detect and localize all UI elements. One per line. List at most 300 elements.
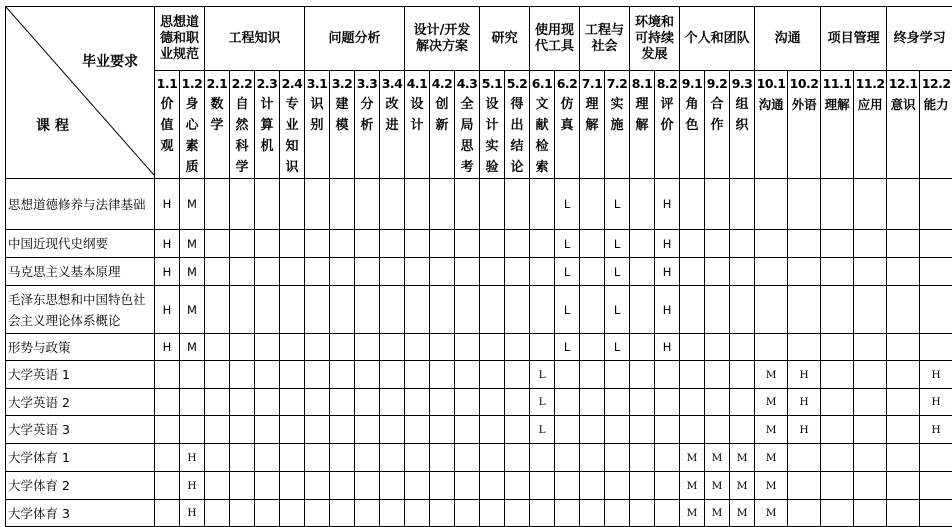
sub-requirement-number: 1.1 <box>155 73 179 94</box>
mark-cell: H <box>155 179 180 230</box>
mark-cell <box>405 334 430 361</box>
sub-requirement-label: 沟通 <box>755 94 787 115</box>
group-header-row <box>6 7 952 71</box>
mark-cell <box>705 334 730 361</box>
sub-requirement-header <box>887 71 920 179</box>
mark-cell: H <box>155 258 180 286</box>
mark-cell: H <box>655 230 680 258</box>
sub-requirement-header <box>655 71 680 179</box>
table-row <box>6 361 952 389</box>
mark-cell: H <box>155 334 180 361</box>
sub-requirement-number: 12.2 <box>920 73 952 94</box>
mark-cell <box>605 444 630 472</box>
mark-cell <box>330 361 355 389</box>
sub-requirement-header <box>920 71 952 179</box>
mark-cell <box>230 230 255 258</box>
sub-requirement-header <box>530 71 555 179</box>
sub-requirement-header <box>430 71 455 179</box>
group-header <box>205 7 305 71</box>
mark-cell: M <box>730 500 755 527</box>
sub-requirement-label: 分析 <box>360 94 375 136</box>
sub-requirement-label: 数学 <box>210 94 225 136</box>
sub-requirement-number: 4.1 <box>405 73 429 94</box>
group-header <box>405 7 480 71</box>
sub-requirement-header <box>680 71 705 179</box>
mark-cell <box>380 416 405 444</box>
mark-cell <box>480 334 505 361</box>
sub-requirement-label: 设计实验 <box>485 94 500 178</box>
corner-top-label: 毕业要求 <box>82 51 138 71</box>
mark-cell <box>788 444 821 472</box>
mark-cell: M <box>180 230 205 258</box>
sub-requirement-header <box>205 71 230 179</box>
mark-cell <box>355 444 380 472</box>
sub-requirement-header <box>555 71 580 179</box>
mark-cell: M <box>680 444 705 472</box>
mark-cell: M <box>755 361 788 389</box>
mark-cell <box>705 389 730 416</box>
sub-requirement-label: 应用 <box>854 94 886 115</box>
mark-cell <box>505 179 530 230</box>
mark-cell <box>255 361 280 389</box>
mark-cell <box>480 416 505 444</box>
sub-requirement-label: 文献检索 <box>535 94 550 178</box>
mark-cell: L <box>605 334 630 361</box>
mark-cell: L <box>555 179 580 230</box>
mark-cell <box>155 389 180 416</box>
mark-cell <box>920 472 952 500</box>
mark-cell <box>821 361 854 389</box>
mark-cell <box>705 258 730 286</box>
group-header <box>580 7 630 71</box>
mark-cell: H <box>655 334 680 361</box>
mark-cell <box>788 286 821 334</box>
mark-cell <box>630 334 655 361</box>
mark-cell <box>630 258 655 286</box>
mark-cell <box>730 361 755 389</box>
group-label: 研究 <box>492 31 518 47</box>
mark-cell <box>505 444 530 472</box>
corner-header <box>6 7 155 179</box>
mark-cell <box>205 472 230 500</box>
mark-cell: L <box>605 258 630 286</box>
mark-cell <box>821 258 854 286</box>
group-label: 终身学习 <box>894 31 946 47</box>
mark-cell <box>505 389 530 416</box>
sub-requirement-header <box>730 71 755 179</box>
group-header <box>821 7 887 71</box>
mark-cell <box>405 286 430 334</box>
mark-cell <box>821 444 854 472</box>
mark-cell: H <box>655 286 680 334</box>
mark-cell: M <box>755 444 788 472</box>
course-name: 大学英语 3 <box>6 416 155 444</box>
mark-cell <box>280 361 305 389</box>
mark-cell <box>455 444 480 472</box>
mark-cell <box>455 179 480 230</box>
group-header <box>530 7 580 71</box>
mark-cell <box>680 258 705 286</box>
sub-requirement-number: 8.2 <box>655 73 679 94</box>
mark-cell <box>305 258 330 286</box>
mark-cell <box>180 389 205 416</box>
mark-cell: H <box>655 179 680 230</box>
sub-requirement-header <box>155 71 180 179</box>
sub-requirement-header <box>405 71 430 179</box>
group-label: 工程与社会 <box>582 23 628 55</box>
mark-cell <box>305 416 330 444</box>
mark-cell <box>854 472 887 500</box>
mark-cell <box>580 389 605 416</box>
mark-cell <box>755 179 788 230</box>
sub-requirement-label: 改进 <box>385 94 400 136</box>
mark-cell <box>630 472 655 500</box>
mark-cell <box>455 230 480 258</box>
mark-cell <box>430 286 455 334</box>
mark-cell <box>305 334 330 361</box>
mark-cell <box>305 389 330 416</box>
mark-cell <box>480 472 505 500</box>
mark-cell <box>205 286 230 334</box>
mark-cell <box>455 472 480 500</box>
mark-cell <box>155 416 180 444</box>
mark-cell <box>887 334 920 361</box>
mark-cell <box>605 361 630 389</box>
mark-cell <box>530 230 555 258</box>
mark-cell <box>530 179 555 230</box>
mark-cell <box>380 179 405 230</box>
mark-cell <box>788 230 821 258</box>
course-name: 大学体育 1 <box>6 444 155 472</box>
mark-cell <box>920 500 952 527</box>
mark-cell <box>330 179 355 230</box>
sub-requirement-header <box>854 71 887 179</box>
mark-cell <box>230 179 255 230</box>
mark-cell: M <box>755 416 788 444</box>
sub-requirement-number: 2.3 <box>255 73 279 94</box>
mark-cell <box>580 179 605 230</box>
mark-cell <box>205 500 230 527</box>
mark-cell: M <box>180 286 205 334</box>
mark-cell <box>630 389 655 416</box>
mark-cell <box>380 361 405 389</box>
mark-cell: L <box>530 389 555 416</box>
sub-requirement-header <box>821 71 854 179</box>
sub-requirement-number: 5.1 <box>480 73 504 94</box>
mark-cell <box>821 179 854 230</box>
mark-cell <box>205 416 230 444</box>
sub-requirement-label: 价值观 <box>160 94 175 157</box>
mark-cell <box>380 389 405 416</box>
sub-requirement-header <box>705 71 730 179</box>
sub-requirement-number: 3.2 <box>330 73 354 94</box>
mark-cell <box>230 286 255 334</box>
mark-cell <box>755 230 788 258</box>
mark-cell <box>705 416 730 444</box>
mark-cell <box>280 258 305 286</box>
mark-cell <box>280 500 305 527</box>
mark-cell: H <box>155 286 180 334</box>
sub-requirement-number: 6.2 <box>555 73 579 94</box>
mark-cell <box>305 230 330 258</box>
mark-cell <box>405 472 430 500</box>
mark-cell: H <box>920 416 952 444</box>
table-row <box>6 286 952 334</box>
mark-cell <box>655 389 680 416</box>
mark-cell <box>887 361 920 389</box>
sub-requirement-number: 10.1 <box>755 73 787 94</box>
course-name: 形势与政策 <box>6 334 155 361</box>
mark-cell <box>505 500 530 527</box>
sub-requirement-label: 计算机 <box>260 94 275 157</box>
mark-cell <box>355 258 380 286</box>
sub-requirement-number: 2.4 <box>280 73 304 94</box>
table-row <box>6 389 952 416</box>
sub-requirement-number: 11.2 <box>854 73 886 94</box>
mark-cell <box>530 286 555 334</box>
mark-cell: L <box>530 416 555 444</box>
mark-cell <box>580 500 605 527</box>
sub-requirement-header <box>230 71 255 179</box>
mark-cell <box>530 258 555 286</box>
mark-cell <box>920 334 952 361</box>
mark-cell: M <box>680 500 705 527</box>
sub-requirement-number: 1.2 <box>180 73 204 94</box>
sub-requirement-header <box>505 71 530 179</box>
sub-requirement-label: 意识 <box>887 94 919 115</box>
mark-cell <box>430 416 455 444</box>
mark-cell: L <box>555 230 580 258</box>
mark-cell <box>887 500 920 527</box>
mark-cell <box>480 286 505 334</box>
mark-cell <box>230 361 255 389</box>
mark-cell <box>555 389 580 416</box>
mark-cell <box>280 286 305 334</box>
mark-cell <box>505 416 530 444</box>
mark-cell <box>854 286 887 334</box>
mark-cell <box>788 334 821 361</box>
mark-cell <box>355 286 380 334</box>
mark-cell <box>555 361 580 389</box>
mark-cell <box>630 361 655 389</box>
mark-cell <box>854 500 887 527</box>
mark-cell <box>205 179 230 230</box>
mark-cell: M <box>755 472 788 500</box>
mark-cell: M <box>180 334 205 361</box>
mark-cell <box>455 500 480 527</box>
sub-requirement-label: 身心素质 <box>185 94 200 178</box>
mark-cell <box>280 444 305 472</box>
mark-cell <box>355 416 380 444</box>
course-name: 中国近现代史纲要 <box>6 230 155 258</box>
mark-cell <box>655 500 680 527</box>
mark-cell <box>505 286 530 334</box>
mark-cell <box>330 389 355 416</box>
sub-requirement-header <box>255 71 280 179</box>
sub-requirement-label: 评价 <box>660 94 675 136</box>
mark-cell <box>230 334 255 361</box>
mark-cell <box>480 444 505 472</box>
mark-cell <box>530 334 555 361</box>
mark-cell <box>205 389 230 416</box>
mark-cell <box>530 444 555 472</box>
mark-cell: H <box>920 361 952 389</box>
mark-cell <box>655 416 680 444</box>
mark-cell <box>280 389 305 416</box>
mark-cell <box>255 334 280 361</box>
mark-cell <box>480 361 505 389</box>
mark-cell <box>430 472 455 500</box>
mark-cell <box>430 334 455 361</box>
mark-cell <box>920 230 952 258</box>
mark-cell <box>305 500 330 527</box>
sub-requirement-label: 合作 <box>710 94 725 136</box>
mark-cell <box>230 472 255 500</box>
mark-cell <box>455 334 480 361</box>
mark-cell <box>230 500 255 527</box>
mark-cell <box>821 472 854 500</box>
mark-cell <box>788 258 821 286</box>
mark-cell <box>821 389 854 416</box>
mark-cell <box>580 230 605 258</box>
mark-cell <box>920 444 952 472</box>
mark-cell: L <box>605 286 630 334</box>
mark-cell <box>455 286 480 334</box>
mark-cell <box>405 179 430 230</box>
mark-cell <box>821 334 854 361</box>
course-name: 大学英语 2 <box>6 389 155 416</box>
sub-requirement-header <box>280 71 305 179</box>
mark-cell: L <box>605 230 630 258</box>
mark-cell <box>155 500 180 527</box>
mark-cell <box>920 286 952 334</box>
mark-cell <box>430 444 455 472</box>
mark-cell <box>330 258 355 286</box>
table-row <box>6 258 952 286</box>
sub-requirement-label: 理解 <box>821 94 853 115</box>
mark-cell: H <box>788 416 821 444</box>
sub-requirement-number: 5.2 <box>505 73 529 94</box>
mark-cell: H <box>180 444 205 472</box>
mark-cell <box>330 444 355 472</box>
corner-diagonal <box>6 7 154 175</box>
mark-cell <box>280 230 305 258</box>
mark-cell <box>887 389 920 416</box>
mark-cell <box>255 258 280 286</box>
mark-cell <box>405 258 430 286</box>
sub-requirement-label: 得出结论 <box>510 94 525 178</box>
mark-cell <box>887 179 920 230</box>
sub-requirement-label: 建模 <box>335 94 350 136</box>
mark-cell <box>355 389 380 416</box>
mark-cell <box>330 472 355 500</box>
mark-cell <box>605 389 630 416</box>
sub-requirement-label: 理解 <box>585 94 600 136</box>
course-name: 大学英语 1 <box>6 361 155 389</box>
mark-cell <box>821 416 854 444</box>
mark-cell: H <box>655 258 680 286</box>
mark-cell <box>887 286 920 334</box>
mark-cell <box>730 258 755 286</box>
mark-cell <box>580 416 605 444</box>
mark-cell <box>430 179 455 230</box>
mark-cell <box>155 361 180 389</box>
sub-requirement-header <box>630 71 655 179</box>
mark-cell <box>255 444 280 472</box>
mark-cell <box>630 500 655 527</box>
mark-cell <box>480 258 505 286</box>
mark-cell <box>430 389 455 416</box>
sub-requirement-header <box>788 71 821 179</box>
mark-cell <box>630 444 655 472</box>
mark-cell <box>530 472 555 500</box>
mark-cell <box>555 472 580 500</box>
mark-cell <box>305 179 330 230</box>
mark-cell <box>455 361 480 389</box>
mark-cell <box>355 230 380 258</box>
mark-cell <box>705 230 730 258</box>
mark-cell <box>205 444 230 472</box>
mark-cell <box>380 334 405 361</box>
table-row <box>6 444 952 472</box>
mark-cell <box>280 179 305 230</box>
mark-cell <box>305 286 330 334</box>
mark-cell: H <box>920 389 952 416</box>
sub-requirement-label: 专业知识 <box>285 94 300 178</box>
sub-requirement-label: 设计 <box>410 94 425 136</box>
mark-cell <box>230 258 255 286</box>
mark-cell <box>305 472 330 500</box>
mark-cell <box>605 500 630 527</box>
mark-cell <box>887 444 920 472</box>
sub-requirement-header <box>180 71 205 179</box>
mark-cell: L <box>605 179 630 230</box>
mark-cell <box>680 230 705 258</box>
mark-cell <box>180 361 205 389</box>
sub-requirement-number: 9.1 <box>680 73 704 94</box>
mark-cell <box>705 361 730 389</box>
mark-cell <box>455 258 480 286</box>
mark-cell <box>580 286 605 334</box>
mark-cell <box>854 416 887 444</box>
mark-cell <box>255 179 280 230</box>
mark-cell <box>680 334 705 361</box>
sub-requirement-header <box>480 71 505 179</box>
sub-requirement-label: 实施 <box>610 94 625 136</box>
sub-requirement-number: 3.1 <box>305 73 329 94</box>
mark-cell <box>480 500 505 527</box>
sub-requirement-number: 9.2 <box>705 73 729 94</box>
mark-cell <box>355 179 380 230</box>
sub-requirement-header <box>755 71 788 179</box>
group-label: 沟通 <box>775 31 801 47</box>
mark-cell <box>630 179 655 230</box>
mark-cell <box>788 472 821 500</box>
mark-cell <box>205 230 230 258</box>
table-row <box>6 416 952 444</box>
mark-cell <box>380 500 405 527</box>
mark-cell <box>555 500 580 527</box>
mark-cell <box>505 230 530 258</box>
mark-cell <box>255 389 280 416</box>
mark-cell <box>280 472 305 500</box>
mark-cell: H <box>788 361 821 389</box>
sub-requirement-label: 仿真 <box>560 94 575 136</box>
mark-cell <box>430 258 455 286</box>
mark-cell <box>455 416 480 444</box>
table-row <box>6 179 952 230</box>
mark-cell <box>205 361 230 389</box>
